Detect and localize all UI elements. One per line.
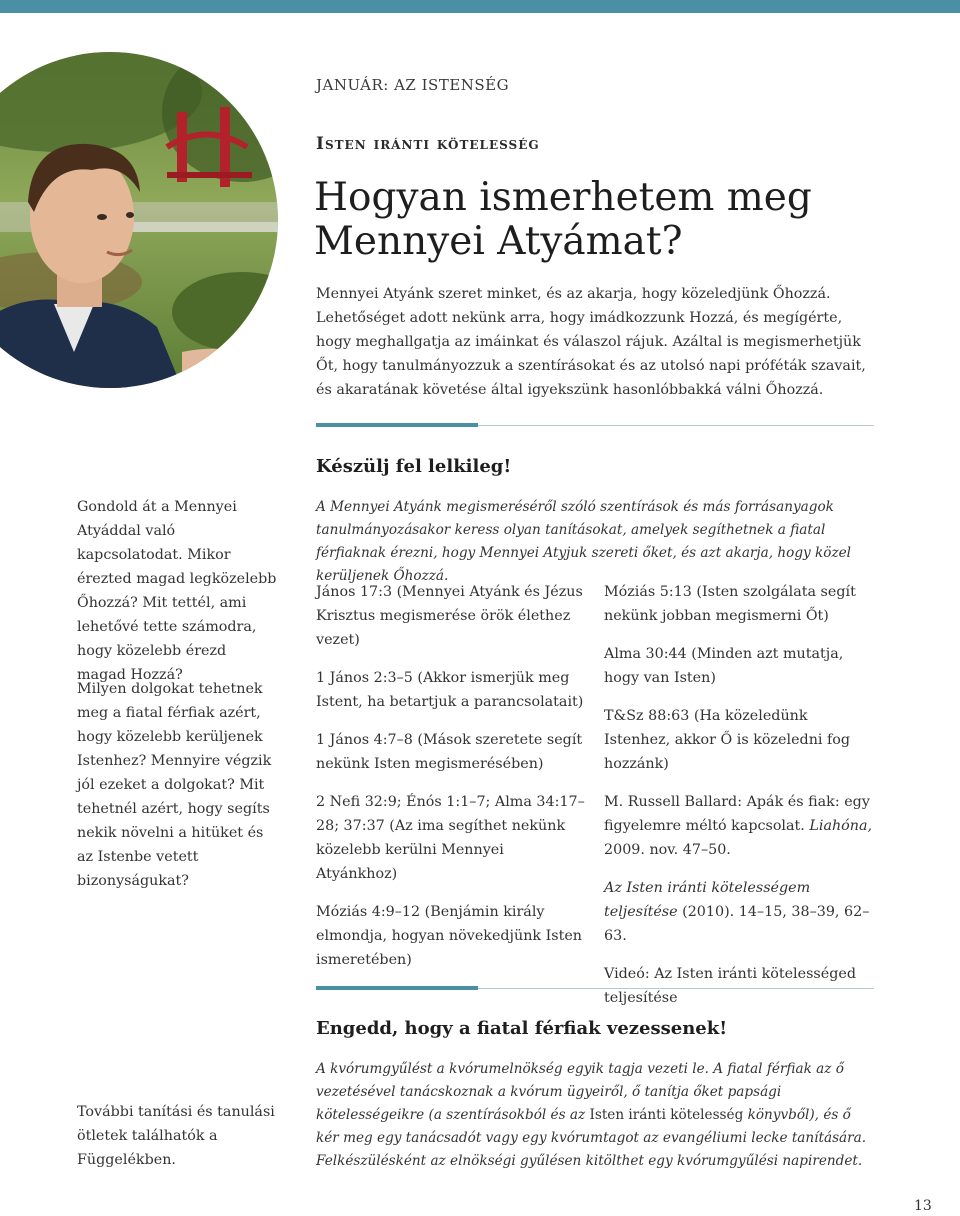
lead-text-c: könyvből), és ő kér meg egy tanácsadót vagy egy kvórumtagot az evangéliumi lecke tanítására. Felkészülésként az elnökségi gyűlésen kitölthet egy kvórumgyűlési napirendet. xyxy=(316,1107,867,1169)
section-divider-1 xyxy=(316,425,874,426)
title-line-2: Mennyei Atyámat? xyxy=(314,219,683,264)
lead-paragraph xyxy=(316,1058,876,1173)
sidebar-reflection-1: Gondold át a Mennyei Atyáddal való kapcsolatodat. Mikor érezted magad legközelebb Őhozzá? Mit tettél, ami lehetővé tette számodra, hogy közelebb érezd magad Hozzá? xyxy=(77,499,277,683)
liahona-title: Liahóna, xyxy=(809,818,873,834)
page-title xyxy=(314,176,914,264)
intro-paragraph: Mennyei Atyánk szeret minket, és az akarja, hogy közeledjünk Őhozzá. Lehetőséget adott nekünk arra, hogy imádkozzunk Hozzá, és megígérte, hogy meghallgatja az imáinkat és válaszol rájuk. Azáltal is megismerhetjük Őt, hogy tanulmányozzuk a szentírásokat és az utolsó napi próféták szavait, és akaratának követése által igyekszünk hasonlóbbakká válni Őhozzá. xyxy=(316,286,866,398)
ballard-issue: 2009. nov. 47–50. xyxy=(604,842,731,858)
sidebar-reflection-2: Milyen dolgokat tehetnek meg a fiatal férfiak azért, hogy közelebb kerüljenek Istenhez? Mennyire végzik jól ezeket a dolgokat? Mit tehetnél azért, hogy segíts nekik növelni a hitüket és az Istenbe vetett bizonyságukat? xyxy=(77,681,272,889)
duty-book-pages: (2010). 14–15, 38–39, 62–63. xyxy=(604,904,870,944)
reference-item-duty-book xyxy=(604,876,876,948)
divider-accent xyxy=(316,423,478,427)
section-divider-2 xyxy=(316,988,874,989)
reference-item: Móziás 5:13 (Isten szolgálata segít nekünk jobban megismerni Őt) xyxy=(604,584,856,624)
reference-item-ballard xyxy=(604,790,876,862)
duty-book-title: Az Isten iránti kötelességem teljesítése xyxy=(604,880,811,920)
reference-item: János 17:3 (Mennyei Atyánk és Jézus Krisztus megismerése örök élethez vezet) xyxy=(316,584,583,648)
section-title: Isten iránti kötelesség xyxy=(316,134,540,154)
reference-item: 1 János 2:3–5 (Akkor ismerjük meg Istent, ha betartjuk a parancsolatait) xyxy=(316,670,584,710)
title-line-1: Hogyan ismerhetem meg xyxy=(314,175,812,220)
lead-text-a: A kvórumgyűlést a kvórumelnökség egyik tagja vezeti le. A fiatal férfiak az ő vezetésével tanácskoznak a kvórum ügyeiről, ő tanítja őket papsági kötelességeikre (a szentírásokból és az xyxy=(316,1061,844,1123)
reference-item: T&Sz 88:63 (Ha közeledünk Istenhez, akkor Ő is közeledni fog hozzánk) xyxy=(604,708,851,772)
top-accent-bar xyxy=(0,0,960,13)
prepare-instruction: A Mennyei Atyánk megismeréséről szóló szentírások és más forrásanyagok tanulmányozásakor keress olyan tanításokat, amelyek segíthetnek a fiatal férfiaknak érezni, hogy Mennyei Atyjuk szereti őket, és azt akarja, hogy közel kerüljenek Őhozzá. xyxy=(316,499,851,584)
reference-item: Móziás 4:9–12 (Benjámin király elmondja, hogyan növekedjünk Isten ismeretében) xyxy=(316,904,583,968)
lead-heading: Engedd, hogy a fiatal férfiak vezessenek! xyxy=(316,1018,728,1039)
references-right-column xyxy=(604,580,876,1024)
page-number: 13 xyxy=(914,1198,932,1214)
reference-item: 2 Nefi 32:9; Énós 1:1–7; Alma 34:17–28; 37:37 (Az ima segíthet nekünk közelebb kerülni Mennyei Atyánkhoz) xyxy=(316,794,585,882)
reference-item: Alma 30:44 (Minden azt mutatja, hogy van Isten) xyxy=(604,646,844,686)
boy-portrait-photo xyxy=(0,52,278,388)
divider-accent xyxy=(316,986,478,990)
month-theme-label: JANUÁR: AZ ISTENSÉG xyxy=(316,76,510,94)
prepare-heading: Készülj fel lelkileg! xyxy=(316,456,512,477)
lead-text-book: Isten iránti kötelesség xyxy=(589,1107,744,1123)
reference-item: 1 János 4:7–8 (Mások szeretete segít nekünk Isten megismerésében) xyxy=(316,732,583,772)
ballard-citation: M. Russell Ballard: Apák és fiak: egy figyelemre méltó kapcsolat. xyxy=(604,794,870,834)
reference-item-video: Videó: Az Isten iránti kötelességed teljesítése xyxy=(604,966,856,1006)
references-left-column xyxy=(316,580,588,986)
sidebar-appendix-note: További tanítási és tanulási ötletek találhatók a Függelékben. xyxy=(77,1104,275,1168)
